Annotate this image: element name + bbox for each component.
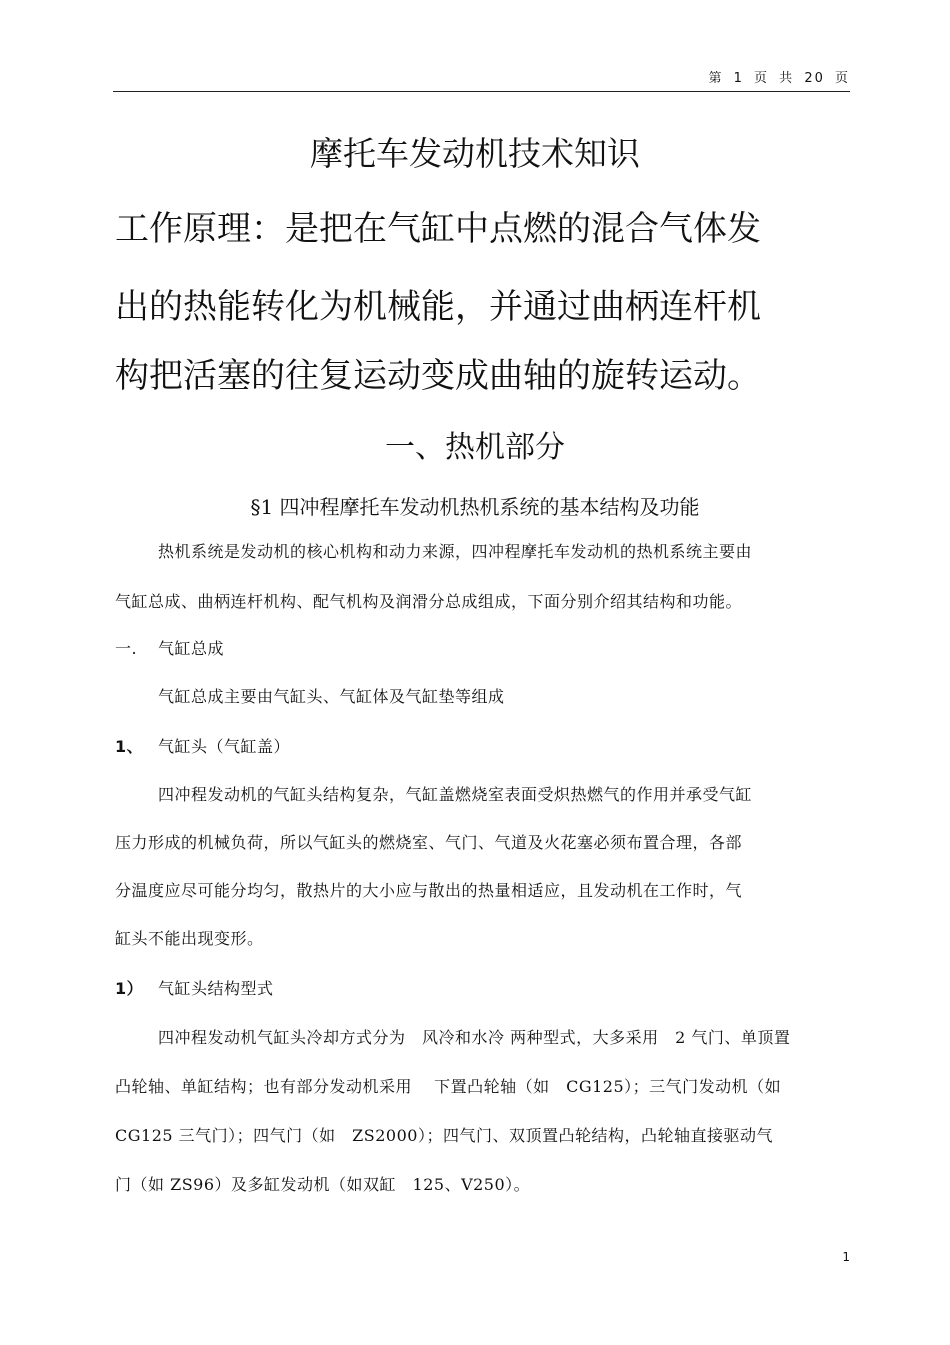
header-divider xyxy=(113,91,850,92)
subitem1-para-line-3: CG125 三气门）；四气门（如 ZS2000）；四气门、双顶置凸轮结构，凸轮轴直接驱动气 xyxy=(115,1126,773,1145)
subitem1-heading: 气缸头结构型式 xyxy=(158,979,274,998)
item1-para-line-4: 缸头不能出现变形。 xyxy=(115,929,264,948)
part1-heading: 气缸总成 xyxy=(158,639,225,658)
subsection-title: §1 四冲程摩托车发动机热机系统的基本结构及功能 xyxy=(250,495,700,519)
page-header-info: 第 1 页 共 20 页 xyxy=(708,71,850,86)
lead-line-2: 出的热能转化为机械能，并通过曲柄连杆机 xyxy=(115,287,761,327)
item1-heading: 气缸头（气缸盖） xyxy=(158,737,291,756)
part1-text: 气缸总成主要由气缸头、气缸体及气缸垫等组成 xyxy=(158,687,505,706)
part1-number: 一. xyxy=(115,639,138,658)
item1-para-line-1: 四冲程发动机的气缸头结构复杂，气缸盖燃烧室表面受炽热燃气的作用并承受气缸 xyxy=(158,785,753,804)
subitem1-para-line-4: 门（如 ZS96）及多缸发动机（如双缸 125、V250）。 xyxy=(115,1175,531,1194)
intro-line-1: 热机系统是发动机的核心机构和动力来源，四冲程摩托车发动机的热机系统主要由 xyxy=(158,542,753,561)
lead-line-1: 工作原理：是把在气缸中点燃的混合气体发 xyxy=(115,209,761,249)
footer-page-number: 1 xyxy=(842,1250,850,1264)
subitem1-number: 1） xyxy=(115,979,144,998)
document-title: 摩托车发动机技术知识 xyxy=(310,134,640,173)
item1-number: 1、 xyxy=(115,737,144,756)
item1-para-line-3: 分温度应尽可能分均匀，散热片的大小应与散出的热量相适应，且发动机在工作时，气 xyxy=(115,881,743,900)
lead-line-3: 构把活塞的往复运动变成曲轴的旋转运动。 xyxy=(115,356,761,396)
intro-line-2: 气缸总成、曲柄连杆机构、配气机构及润滑分总成组成，下面分别介绍其结构和功能。 xyxy=(115,592,743,611)
item1-para-line-2: 压力形成的机械负荷，所以气缸头的燃烧室、气门、气道及火花塞必须布置合理，各部 xyxy=(115,833,743,852)
subitem1-para-line-1: 四冲程发动机气缸头冷却方式分为 风冷和水冷 两种型式，大多采用 2 气门、单顶置 xyxy=(158,1028,791,1047)
section-title: 一、热机部分 xyxy=(385,430,565,465)
subitem1-para-line-2: 凸轮轴、单缸结构；也有部分发动机采用 下置凸轮轴（如 CG125）；三气门发动机（如 xyxy=(115,1077,782,1096)
